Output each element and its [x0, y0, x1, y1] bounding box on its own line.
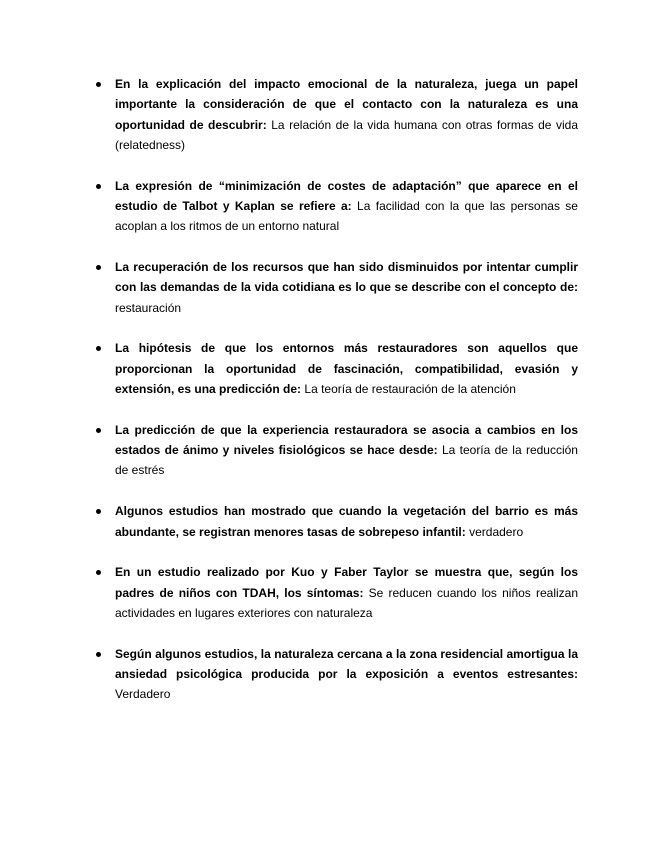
answer-text: restauración	[115, 300, 182, 315]
question-list	[96, 74, 578, 725]
question-text: La recuperación de los recursos que han sido disminuidos por intentar cumplir con las demandas de la vida cotidiana es lo que se describe con el concepto de:	[115, 260, 578, 295]
question-text: La expresión de “minimización de costes de adaptación” que aparece en el estudio de Talbot y Kaplan se refiere a:	[115, 178, 578, 213]
question-text: La predicción de que la experiencia restauradora se asocia a cambios en los estados de ánimo y niveles fisiológicos se hace desde:	[115, 422, 578, 458]
bullet-icon	[96, 428, 101, 433]
bullet-icon	[96, 82, 101, 87]
list-item	[96, 501, 578, 542]
answer-text: Se reducen cuando los niños realizan actividades en lugares exteriores con naturaleza	[115, 585, 578, 620]
answer-text: La teoría de restauración de la atención	[304, 382, 516, 397]
bullet-icon	[96, 509, 101, 514]
list-item	[96, 176, 578, 237]
bullet-icon	[96, 184, 101, 189]
question-text: Según algunos estudios, la naturaleza cercana a la zona residencial amortigua la ansiedad psicológica producida por la exposición a eventos estresantes:	[115, 646, 578, 682]
list-item	[96, 644, 578, 705]
question-text: En un estudio realizado por Kuo y Faber Taylor se muestra que, según los padres de niños con TDAH, los síntomas:	[115, 565, 578, 600]
bullet-icon	[96, 346, 101, 351]
list-item	[96, 257, 578, 318]
answer-text: Verdadero	[115, 687, 171, 702]
list-item	[96, 338, 578, 399]
bullet-icon	[96, 265, 101, 270]
list-item	[96, 562, 578, 623]
answer-text: La teoría de la reducción de estrés	[115, 443, 578, 478]
question-text: Algunos estudios han mostrado que cuando la vegetación del barrio es más abundante, se registran menores tasas de sobrepeso infantil:	[115, 504, 578, 539]
question-text: En la explicación del impacto emocional de la naturaleza, juega un papel importante la consideración de que el contacto con la naturaleza es una oportunidad de descubrir:	[115, 77, 578, 132]
bullet-icon	[96, 652, 101, 657]
answer-text: La relación de la vida humana con otras formas de vida (relatedness)	[115, 117, 578, 152]
bullet-icon	[96, 570, 101, 575]
answer-text: verdadero	[469, 524, 524, 539]
list-item	[96, 420, 578, 481]
list-item	[96, 74, 578, 155]
answer-text: La facilidad con la que las personas se acoplan a los ritmos de un entorno natural	[115, 198, 578, 234]
question-text: La hipótesis de que los entornos más restauradores son aquellos que proporcionan la oportunidad de fascinación, compatibilidad, evasión y extensión, es una predicción de:	[115, 341, 578, 397]
